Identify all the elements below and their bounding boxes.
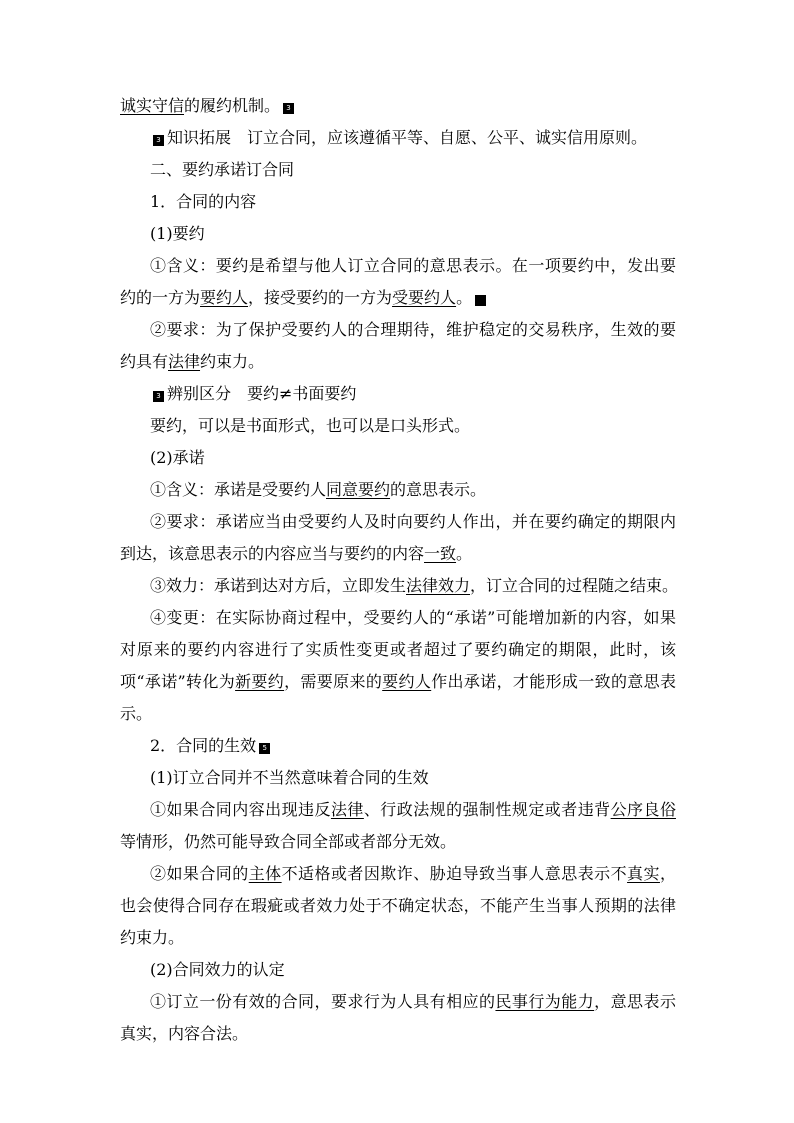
subsubsection-heading: (2)承诺 [150, 448, 205, 467]
paragraph-offer-meaning: ①含义：要约是希望与他人订立合同的意思表示。在一项要约中，发出要约的一方为要约人，接受要约的一方为受要约人。 4 [120, 256, 676, 307]
paragraph-continuation: 诚实守信的履约机制。 3 [120, 90, 676, 122]
paragraph-acceptance-effect: ③效力：承诺到达对方后，立即发生法律效力，订立合同的过程随之结束。 [150, 576, 679, 595]
paragraph-offer-form: 要约，可以是书面形式，也可以是口头形式。 [150, 416, 471, 435]
section-heading: 二、要约承诺订合同 [150, 160, 295, 179]
paragraph-acceptance-requirement: ②要求：承诺应当由受要约人及时向要约人作出，并在要约确定的期限内到达，该意思表示的内容应当与要约的内容一致。 [120, 512, 676, 563]
paragraph-acceptance-change: ④变更：在实际协商过程中，受要约人的“承诺”可能增加新的内容，如果对原来的要约内容进行了实质性变更或者超过了要约确定的期限，此时，该项“承诺”转化为新要约，需要原来的要约人作出承诺，才能形成一致的意思表示。 [120, 608, 676, 723]
subsubsection-heading: (2)合同效力的认定 [150, 960, 285, 979]
paragraph-invalid-content: ①如果合同内容出现违反法律、行政法规的强制性规定或者违背公序良俗等情形，仍然可能导致合同全部或者部分无效。 [120, 800, 676, 851]
subsection-heading: 2．合同的生效 5 [150, 730, 676, 762]
footnote-badge-icon: 4 [475, 295, 486, 306]
tip-text: 要约≠书面要约 [247, 384, 357, 403]
paragraph-acceptance-meaning: ①含义：承诺是受要约人同意要约的意思表示。 [150, 480, 487, 499]
tip-text: 订立合同，应该遵循平等、自愿、公平、诚实信用原则。 [247, 128, 648, 147]
tip-title: 辨别区分 [167, 384, 232, 403]
subsubsection-heading: (1)订立合同并不当然意味着合同的生效 [150, 768, 429, 787]
footnote-badge-icon: 5 [259, 743, 270, 754]
paragraph-defective-subject: ②如果合同的主体不适格或者因欺诈、胁迫导致当事人意思表示不真实，也会使得合同存在瑕疵或者效力处于不确定状态，不能产生当事人预期的法律约束力。 [120, 864, 676, 947]
subsection-heading: 1．合同的内容 [150, 192, 257, 211]
underlined-answer: 诚实守信 [120, 96, 185, 115]
paragraph-valid-contract: ①订立一份有效的合同，要求行为人具有相应的民事行为能力，意思表示真实，内容合法。 [120, 992, 676, 1043]
tip-knowledge-expansion [150, 122, 676, 154]
tip-title: 知识拓展 [167, 128, 232, 147]
tip-badge-icon: 3 [153, 391, 164, 402]
footnote-badge-icon: 3 [283, 103, 294, 114]
subsubsection-heading: (1)要约 [150, 224, 205, 243]
tip-badge-icon: 3 [153, 135, 164, 146]
tip-distinguish [150, 378, 676, 410]
paragraph-offer-requirement: ②要求：为了保护受要约人的合理期待，维护稳定的交易秩序，生效的要约具有法律约束力。 [120, 320, 676, 371]
